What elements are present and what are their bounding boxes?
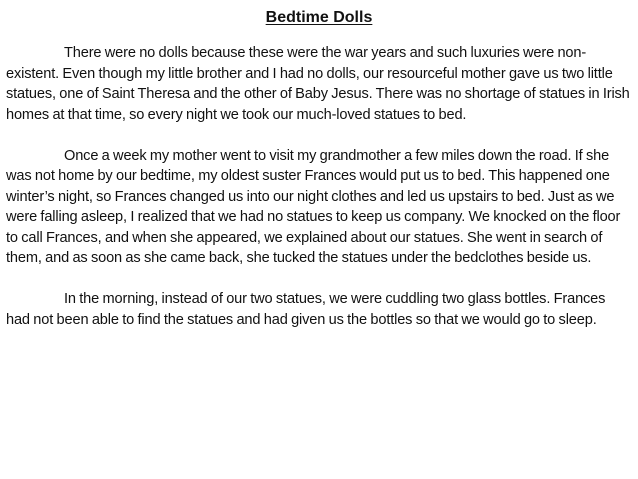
- paragraph-2: Once a week my mother went to visit my grandmother a few miles down the road. If she was not home by our bedtime, my oldest suster Frances would put us to bed. This happened one winter’s night, so Frances changed us into our night clothes and led us upstairs to bed. Just as we were falling asleep, I realized that we had no statues to keep us company. We knocked on the floor to call Frances, and when she appeared, we explained about our statues. She went in search of them, and as soon as she came back, she tucked the statues under the bedclothes beside us.: [6, 147, 621, 266]
- paragraph-3: In the morning, instead of our two statues, we were cuddling two glass bottles. Frances had not been able to find the statues and had given us the bottles so that we would go to sleep.: [6, 291, 606, 328]
- paragraph-1: There were no dolls because these were the war years and such luxuries were non-existent. Even though my little brother and I had no dolls, our resourceful mother gave us two little statues, one of Saint Theresa and the other of Baby Jesus. There was no shortage of statues in Irish homes at that time, so every night we took our much-loved statues to bed.: [6, 45, 630, 123]
- document-title: Bedtime Dolls: [265, 9, 373, 26]
